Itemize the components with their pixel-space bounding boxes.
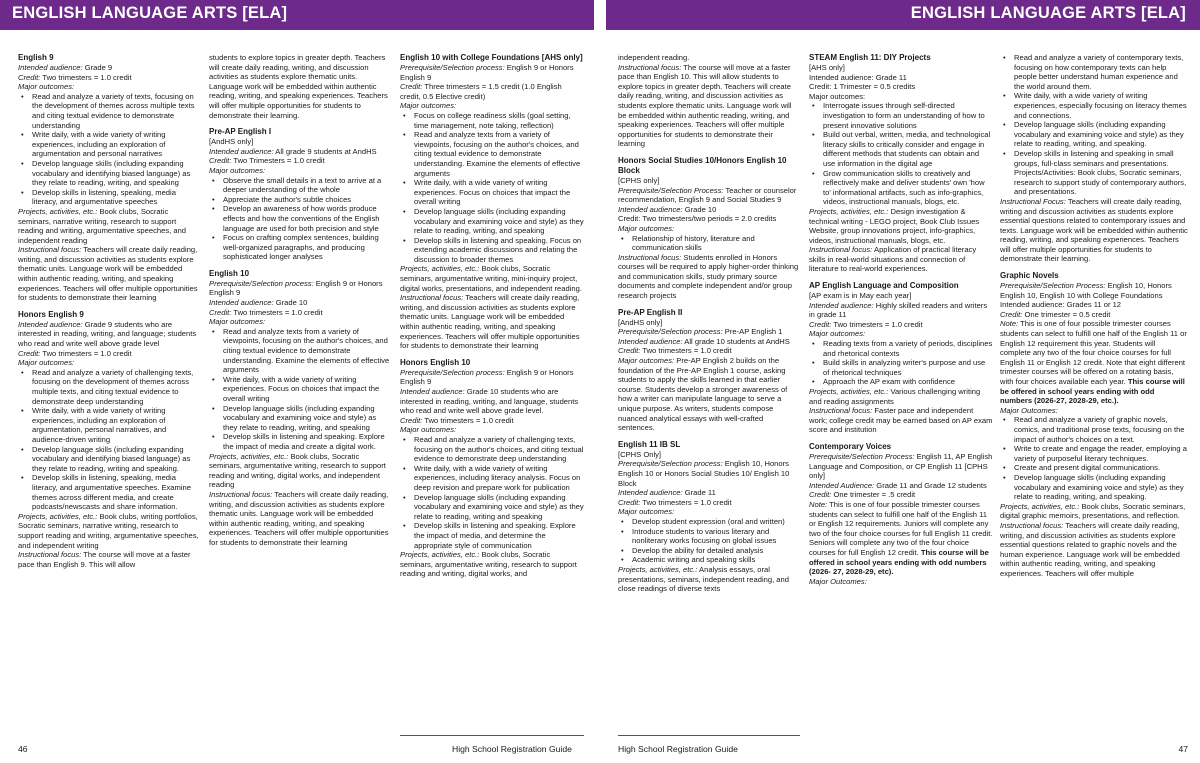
- field-audience: Intended audience: Grade 10: [618, 204, 717, 214]
- list-item: • Develop language skills (including expanding vocabulary and examining voice and style) as they relate to reading, writing, and speaking: [209, 404, 391, 433]
- column-2: [209, 53, 391, 548]
- course-title: Honors English 10: [400, 357, 471, 367]
- field-outcomes: Major outcomes:: [209, 317, 266, 327]
- field-credit: Credit: Two trimesters/two periods = 2.0 credits: [618, 214, 777, 224]
- course-title: Honors Social Studies 10/Honors English 10 Block: [618, 155, 787, 175]
- field-focus: Instructional focus: Application of practical literacy skills in real-world situations and connection of literature to real-world experiences.: [809, 245, 977, 274]
- field-audience: Intended audience: Grade 9 students who are interested in reading, writing, and language; students who read and write well above grade level: [18, 319, 197, 349]
- outcome-list: [809, 101, 993, 207]
- field-focus: Instructional focus: Teachers will create daily reading, writing, and discussion activities as students explore thematic units. Language work will be embedded within authentic reading, writing, and speaking experiences. Teachers will offer multiple opportunities for students to demonstrate their learning: [18, 245, 198, 303]
- column-6: [1000, 53, 1188, 578]
- list-item: • Develop skills in listening, speaking, media literacy, and argumentative speeches: [18, 188, 200, 207]
- field-outcomes: Major outcomes:: [809, 91, 866, 101]
- list-item: • Read and analyze a variety of challenging texts, focusing on the development of themes across multiple texts, and citing textual evidence to demonstrate deep understanding: [18, 368, 200, 406]
- course-title: Pre-AP English I: [209, 127, 272, 137]
- field-credit: Credit: Two trimesters = 1.0 credit: [618, 497, 732, 507]
- list-item: • Approach the AP exam with confidence: [809, 377, 993, 387]
- list-item: • Build out verbal, written, media, and technological literacy skills to critically consider and engage in different methods that students can obtain and use information in the digital age: [809, 130, 993, 168]
- list-item: • Read and analyze a variety of contemporary texts, focusing on how contemporary texts can help people better understand human experience and the world around them.: [1000, 53, 1188, 91]
- field-credit: Credit: Two trimesters = 1.0 credit: [18, 348, 132, 358]
- field-prerequisite: Prerequisite/Selection process: English 9 or Honors English 9: [400, 367, 574, 387]
- field-credit: Credit: Two trimesters = 1.0 credit: [400, 415, 514, 425]
- continued-text: independent reading.: [618, 53, 690, 62]
- field-audience: Intended audience: Grade 10 students who are interested in reading, writing, and language, students who read and write well above grade level.: [400, 387, 579, 416]
- course-tag: [AHS only]: [809, 63, 845, 72]
- field-audience: Intended audience: Grades 11 or 12: [1000, 300, 1122, 310]
- footer-rule: [618, 735, 800, 736]
- list-item: • Observe the small details in a text to arrive at a deeper understanding of the whole: [209, 176, 391, 195]
- field-focus: Instructional focus: Faster pace and independent work; college credit may be earned based on AP exam score and institution: [809, 406, 993, 435]
- field-credit: Credit: Two trimesters = 1.0 credit: [209, 307, 323, 317]
- course-title: English 9: [18, 53, 54, 62]
- footer-left: [0, 735, 594, 763]
- list-item: • Develop language skills (including expanding vocabulary and examining voice and style) as they relate to reading, writing, and speaking: [400, 207, 584, 236]
- list-item: • Write daily, with a wide variety of writing experiences. Focus on choices that impact the overall writing: [400, 178, 584, 207]
- outcome-list: [209, 176, 391, 262]
- field-credit: Credit: One trimester = 0.5 credit: [1000, 309, 1111, 319]
- field-projects: Projects, activities, etc.: Analysis essays, oral presentations, seminars, independent reading, and close readings of diverse texts: [618, 564, 789, 594]
- course-title: STEAM English 11: DIY Projects: [809, 53, 931, 62]
- field-audience: Intended audience: Grade 9: [18, 63, 113, 72]
- field-focus: Instructional focus: Teachers will create daily reading, writing, and discussion activities as students explore essential questions related to graphic novels and the human experience. Language work will be embedded within authentic reading, writing, and speaking experiences. Teachers will offer multiple: [1000, 520, 1180, 578]
- list-item: • Write daily, with a wide variety of writing experiences, including an exploration of argumentation, personal narratives, and audience-driven writing: [18, 406, 200, 444]
- list-item: • Read and analyze texts from a variety of viewpoints, focusing on the author's choices, and citing textual evidence to demonstrate understanding. Examine the elements of effective arguments: [209, 327, 391, 375]
- field-credit: Credit: One trimester = .5 credit: [809, 490, 916, 500]
- field-focus: Instructional focus: Students enrolled in Honors courses will be required to apply higher-order thinking and communication skills, study primary source documents and complete independent and/or group research projects: [618, 252, 799, 301]
- field-projects: Projects, activities, etc.: Book clubs, Socratic seminars, digital graphic memoirs, presentations, and reflection.: [1000, 501, 1186, 521]
- page-number-right: 47: [1178, 744, 1188, 754]
- field-projects: Projects, activities, etc.: Book clubs, Socratic seminars, argumentative writing, mini-inquiry project, digital works, presentations, and independent reading.: [400, 264, 582, 293]
- course-title: Graphic Novels: [1000, 271, 1059, 281]
- list-item: • Write daily, with a wide variety of writing experiences, especially focusing on literacy themes and connections.: [1000, 91, 1188, 120]
- field-prerequisite: Prerequisite/Selection process: English 10, Honors English 10 or Honors Social Studies 10/ English 10 Block: [618, 459, 790, 488]
- list-item: • Interrogate issues through self-directed investigation to form an understanding of how to present innovative solutions: [809, 101, 993, 130]
- field-outcomes: Major outcomes:: [618, 223, 675, 233]
- outcome-list: [18, 368, 200, 512]
- field-outcomes: Major outcomes:: [400, 101, 457, 111]
- list-item: • Develop skills in listening and speaking. Explore the impact of media, and determine the appropriate style of communication: [400, 521, 584, 550]
- footer-rule: [400, 735, 584, 736]
- course-tag: [AndHS only]: [618, 317, 663, 327]
- field-audience: Intended audience: Grade 10: [209, 298, 308, 308]
- outcome-list: [400, 435, 584, 550]
- course-tag: [AndHS only]: [209, 137, 254, 147]
- list-item: • Write daily, with a wide variety of writing experiences, including literacy analysis. Focus on deep revision and prepare work for publication: [400, 464, 584, 493]
- course-title: English 11 IB SL: [618, 439, 681, 449]
- field-prerequisite: Prerequisite/Selection Process: English 11, AP English Language and Composition, or CP English 11 [CPHS only]: [809, 451, 993, 481]
- list-item: • Reading texts from a variety of periods, disciplines and rhetorical contexts: [809, 339, 993, 358]
- outcome-list: [809, 339, 993, 387]
- header-bar-left: [0, 0, 594, 30]
- list-item: • Read and analyze a variety of graphic novels, comics, and traditional prose texts, focusing on the impact of author's choices on a text.: [1000, 415, 1188, 444]
- field-projects: Projects, activities, etc.: Design investigation & technical writing - LEGO project, Book Club Issues Website, group innovations project, info-graphics, videos, instructional manuals, blogs, etc.: [809, 206, 980, 245]
- field-audience: Intended audience: All grade 10 students at AndHS: [618, 336, 790, 346]
- field-audience: Intended audience: Grade 11: [809, 72, 907, 82]
- course-tag: [CPHS only]: [618, 175, 660, 185]
- field-note: Note: This is one of four possible trimester courses students can select to fulfill one half of the English 11 or English 12 requirement this year. Students will complete any two of the four choice courses for full English 11 or English 12 credit. Note that eight different trimester courses will be offered on a rotating basis, with four choices available each year. This course will be offered in school years ending with odd numbers (2026-27, 2028-29, etc.).: [1000, 319, 1187, 406]
- field-prerequisite: Prerequisite/Selection process: English 9 or Honors English 9: [400, 63, 574, 82]
- field-focus: Instructional focus: The course will move at a faster pace than English 9. This will allow: [18, 550, 191, 569]
- outcome-list: [1000, 53, 1188, 197]
- footer-right: [606, 735, 1200, 763]
- field-outcomes: Major outcomes:: [18, 358, 75, 368]
- list-item: • Relationship of history, literature and communication skills: [618, 234, 800, 253]
- field-outcomes: Major Outcomes:: [809, 576, 867, 586]
- field-audience: Intended audience: Grade 11: [618, 488, 716, 498]
- list-item: • Focus on college readiness skills (goal setting, time management, note taking, reflection): [400, 111, 584, 130]
- list-item: • Academic writing and speaking skills: [618, 555, 800, 565]
- field-focus: Instructional focus: Teachers will create daily reading, writing, and discussion activities as students explore thematic units. Language work will be embedded within authentic reading, writing, and speaking experiences. Teachers will offer multiple opportunities for students to demonstrate their learning: [209, 489, 389, 547]
- list-item: • Develop language skills (including expanding vocabulary and examining voice and style) as they relate to reading, writing, and speaking.: [1000, 473, 1188, 502]
- field-prerequisite: Prerequisite/Selection process: Pre-AP English 1: [618, 327, 783, 337]
- course-tag: [CPHS Only]: [618, 449, 662, 459]
- course-title: AP English Language and Composition: [809, 281, 959, 291]
- list-item: • Focus on crafting complex sentences, building well-organized paragraphs, and producing sophisticated longer analyses: [209, 233, 391, 262]
- field-projects: Projects, activities, etc.: Book clubs, Socratic seminars, argumentative writing, research to support reading and writing, digital works, and independent reading: [209, 451, 386, 490]
- header-bar-right: [606, 0, 1200, 30]
- list-item: • Write daily, with a wide variety of writing experiences, including an exploration of argumentation and personal narratives: [18, 130, 200, 159]
- field-note: Note: This is one of four possible trimester courses students can select to fulfill one half of the English 11 or English 12 requirements. Juniors will complete any two of the four choice courses for full English 11 credit. Seniors will complete any two of the four choice courses for full English 12 credit. This course will be offered in school years ending with odd numbers (2026- 27, 2028-29, etc).: [809, 499, 993, 577]
- course-title: Contemporary Voices: [809, 441, 892, 451]
- field-focus: Instructional Focus: Teachers will create daily reading, writing and discussion activities as students explore essential questions related to contemporary issues and texts. Language work will be embedded within authentic reading, writing, and speaking experiences. Teachers will offer multiple opportunities for students to demonstrate their learning.: [1000, 196, 1188, 264]
- course-tag: [AP exam is in May each year]: [809, 291, 912, 301]
- field-outcomes: Major outcomes:: [400, 425, 457, 435]
- column-3: [400, 53, 584, 579]
- column-1: [18, 53, 200, 569]
- list-item: • Grow communication skills to creatively and reflectively make and deliver students' own 'how to' informational artifacts, such as info-graphics, videos, instructional manuals, blogs, etc.: [809, 169, 993, 207]
- course-title: Pre-AP English II: [618, 307, 683, 317]
- list-item: • Develop language skills (including expanding vocabulary and examining voice and style) as they relate to reading, writing, and speaking.: [1000, 120, 1188, 149]
- list-item: • Develop language skills (including expanding vocabulary and examining voice and style) as they relate to reading, writing and speaking: [400, 493, 584, 522]
- list-item: • Read and analyze a variety of texts, focusing on the development of themes across multiple texts and citing textual evidence to demonstrate understanding: [18, 92, 200, 130]
- field-audience: Intended audience: Highly skilled readers and writers in grade 11: [809, 300, 988, 320]
- outcome-list: [18, 92, 200, 207]
- column-4: [618, 53, 800, 594]
- field-projects: Projects, activities, etc.: Book clubs, Socratic seminars, narrative writing, research to support reading and writing, argumentative speeches, and independent reading: [18, 206, 187, 245]
- list-item: • Introduce students to various literary and nonliterary works focusing on global issues: [618, 527, 800, 546]
- list-item: • Write daily, with a wide variety of writing experiences. Focus on choices that impact the overall writing: [209, 375, 391, 404]
- list-item: • Develop student expression (oral and written): [618, 517, 800, 527]
- field-prerequisite: Prerequisite/Selection process: English 9 or Honors English 9: [209, 278, 383, 298]
- list-item: • Read and analyze texts from a variety of viewpoints, focusing on the author's choices, and citing textual evidence to demonstrate understanding. Examine the elements of effective arguments: [400, 130, 584, 178]
- field-prerequisite: Prerequisite/Selection Process: English 10, Honors English 10, English 10 with College Foundations: [1000, 281, 1172, 300]
- header-title-right: ENGLISH LANGUAGE ARTS [ELA]: [910, 4, 1186, 22]
- field-projects: Projects, activities, etc.: Book clubs, Socratic seminars, argumentative writing, research to support reading and writing, digital works, and: [400, 550, 577, 579]
- list-item: • Write to create and engage the reader, employing a variety of purposeful literary techniques.: [1000, 444, 1188, 463]
- list-item: • Develop skills in listening and speaking. Explore the impact of media and create a digital work.: [209, 432, 391, 451]
- column-5: [809, 53, 993, 586]
- list-item: • Create and present digital communications.: [1000, 463, 1188, 473]
- header-title-left: ENGLISH LANGUAGE ARTS [ELA]: [12, 4, 288, 22]
- field-credit: Credit: 1 Trimester = 0.5 credits: [809, 82, 916, 92]
- outcome-list: [618, 234, 800, 253]
- field-audience: Intended Audience: Grade 11 and Grade 12 students: [809, 480, 987, 490]
- field-credit: Credit: Two trimesters = 1.0 credit: [809, 319, 923, 329]
- outcome-list: [400, 111, 584, 265]
- course-title: Honors English 9: [18, 309, 84, 319]
- list-item: • Develop skills in listening and speaking. Focus on extending academic discussions and relating the discussion to broader themes: [400, 236, 584, 265]
- field-outcomes: Major outcomes: Pre-AP English 2 builds on the foundation of the Pre-AP English 1 course, asking students to apply the skills learned in that earlier course. Students develop a stronger awareness of how a writer can manipulate language to serve a unique purpose. As writers, students compose nuanced analytical essays with well-crafted sentences.: [618, 356, 788, 433]
- list-item: • Develop the ability for detailed analysis: [618, 546, 800, 556]
- course-title: English 10: [209, 268, 250, 278]
- list-item: • Develop language skills (including expanding vocabulary and identifying biased language) as they relate to reading, writing and speaking.: [18, 445, 200, 474]
- page-number-left: 46: [18, 744, 28, 754]
- field-outcomes: Major outcomes:: [18, 82, 75, 92]
- footer-guide-left: High School Registration Guide: [452, 744, 572, 754]
- field-outcomes: Major Outcomes:: [1000, 405, 1058, 415]
- field-audience: Intended audience: All grade 9 students at AndHS: [209, 146, 377, 156]
- field-credit: Credit: Two trimesters = 1.0 credit: [618, 346, 732, 356]
- list-item: • Appreciate the author's subtle choices: [209, 195, 391, 205]
- list-item: • Develop skills in listening, speaking, media literacy, and argumentative speeches. Examine themes across different media, and create podcasts/newscasts and share information.: [18, 473, 200, 511]
- list-item: • Develop language skills (including expanding vocabulary and identifying biased language) as they relate to reading, writing, and speaking: [18, 159, 200, 188]
- field-prerequisite: Prerequisite/Selection Process: Teacher or counselor recommendation, English 9 and Social Studies 9: [618, 185, 797, 205]
- field-credit: Credit: Three trimesters = 1.5 credit (1.0 English credit, 0.5 Elective credit): [400, 82, 562, 101]
- list-item: • Develop an awareness of how words produce effects and how the conventions of the English language are used for both precision and style: [209, 204, 391, 233]
- page-gutter: [594, 0, 606, 763]
- outcome-list: [1000, 415, 1188, 501]
- list-item: • Build skills in analyzing writer's purpose and use of rhetorical techniques: [809, 358, 993, 377]
- field-credit: Credit: Two Trimesters = 1.0 credit: [209, 156, 325, 166]
- field-outcomes: Major outcomes:: [209, 165, 266, 175]
- field-projects: Projects, activities, etc.: Various challenging writing and reading assignments: [809, 387, 981, 406]
- field-outcomes: Major outcomes:: [809, 329, 866, 339]
- continued-text: students to explore topics in greater depth. Teachers will create daily reading, writing, and discussion activities as students explore thematic units. Language work will be embedded within authentic reading, writing, and speaking experiences. Teachers will offer multiple opportunities for students to demonstrate their learning.: [209, 53, 388, 120]
- field-projects: Projects, activities, etc.: Book clubs, writing portfolios, Socratic seminars, narrative writing, research to support reading and writing, argumentative speeches, and independent writing: [18, 511, 199, 550]
- field-focus: Instructional focus: The course will move at a faster pace than English 10. This will allow students to explore topics in greater depth. Teachers will create daily reading, writing, and discussion activities as students explore thematic units. Language work will be embedded within authentic reading, writing, and speaking experiences. Teachers will offer multiple opportunities for students to demonstrate their learning: [618, 62, 792, 149]
- outcome-list: [209, 327, 391, 452]
- footer-guide-right: High School Registration Guide: [618, 744, 738, 754]
- list-item: • Read and analyze a variety of challenging texts, focusing on the author's choices, and citing textual evidence to demonstrate deep understanding: [400, 435, 584, 464]
- outcome-list: [618, 517, 800, 565]
- list-item: • Develop skills in listening and speaking in small groups, full-class seminars and presentations. Projects/Activities: Book clubs, Socratic seminars, research to support study of contemporary authors, and presentations.: [1000, 149, 1188, 197]
- field-credit: Credit: Two trimesters = 1.0 credit: [18, 72, 132, 82]
- course-title: English 10 with College Foundations [AHS only]: [400, 53, 583, 62]
- field-outcomes: Major outcomes:: [618, 507, 675, 517]
- field-focus: Instructional focus: Teachers will create daily reading, writing, and discussion activities as students explore thematic units. Language work will be embedded within authentic reading, writing, and speaking experiences. Teachers will offer multiple opportunities for students to demonstrate their learning: [400, 293, 580, 351]
